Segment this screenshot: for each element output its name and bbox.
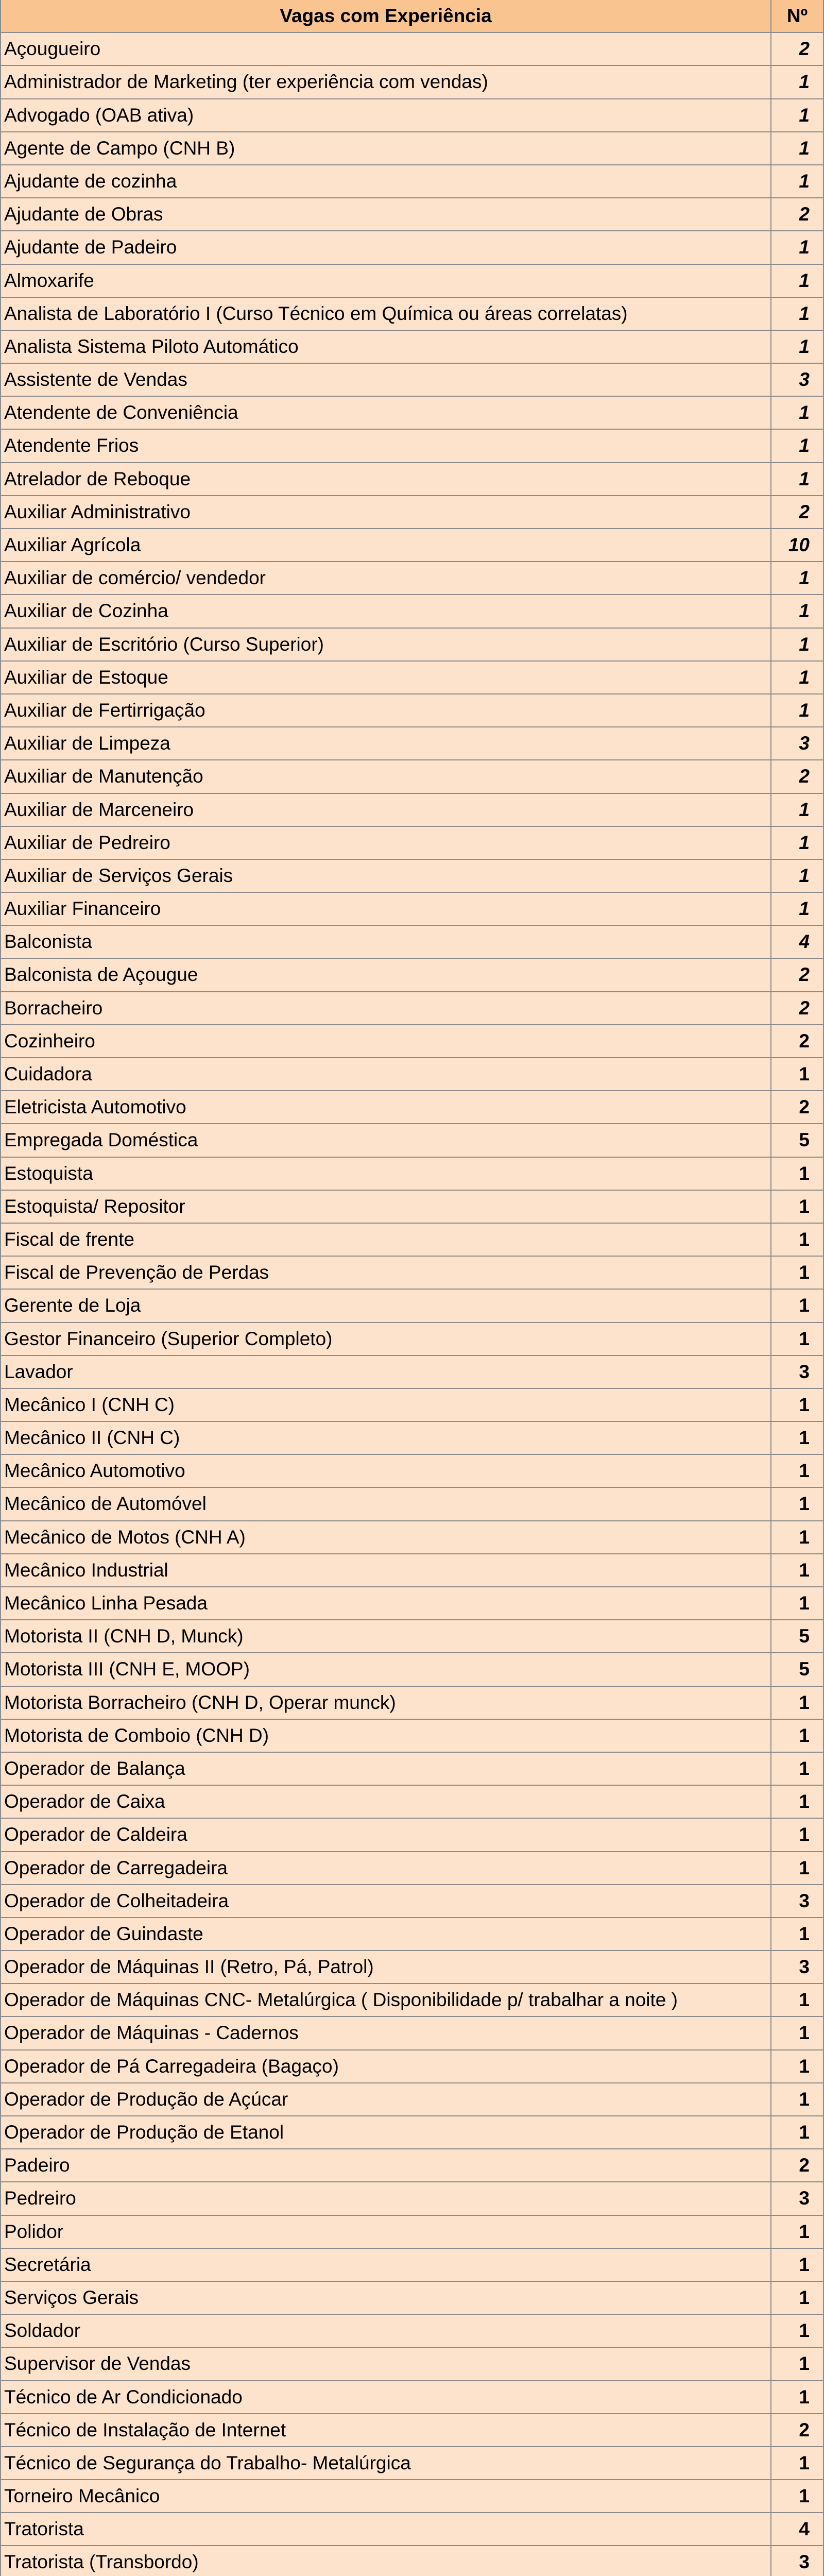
vacancy-row (0, 463, 824, 496)
vacancy-quantity: 1 (799, 832, 810, 853)
vacancy-row (0, 1356, 824, 1389)
vacancy-row (0, 1025, 824, 1058)
vacancy-quantity: 1 (799, 1228, 810, 1250)
vacancy-quantity: 2 (799, 997, 810, 1019)
vacancy-name: Operador de Máquinas CNC- Metalúrgica ( Disponibilidade p/ trabalhar a noite ) (1, 1984, 771, 2016)
vacancy-row (0, 265, 824, 298)
vacancy-quantity: 3 (799, 1361, 810, 1382)
vacancy-name: Auxiliar de Pedreiro (1, 827, 771, 859)
vacancy-name: Tratorista (1, 2513, 771, 2545)
vacancy-name: Atendente Frios (1, 430, 771, 462)
vacancy-quantity: 1 (799, 1824, 810, 1845)
vacancy-name: Eletricista Automotivo (1, 1091, 771, 1123)
vacancy-name: Balconista (1, 926, 771, 958)
section-title: Vagas com Experiência (1, 0, 771, 32)
vacancy-name: Padeiro (1, 2149, 771, 2181)
vacancy-quantity: 5 (799, 1129, 810, 1151)
vacancy-name: Empregada Doméstica (1, 1124, 771, 1156)
vacancy-name: Operador de Máquinas - Cadernos (1, 2017, 771, 2049)
vacancy-quantity: 1 (799, 1592, 810, 1614)
vacancy-row (0, 198, 824, 231)
vacancy-row (0, 496, 824, 529)
vacancy-name: Atrelador de Reboque (1, 463, 771, 495)
vacancy-row (0, 331, 824, 364)
vacancy-row (0, 2447, 824, 2480)
vacancy-row (0, 794, 824, 827)
vacancy-quantity: 1 (799, 1691, 810, 1713)
vacancy-row (0, 165, 824, 198)
vacancy-row (0, 2315, 824, 2348)
vacancy-quantity: 2 (799, 1030, 810, 1052)
vacancy-name: Cuidadora (1, 1058, 771, 1090)
vacancy-quantity: 1 (799, 2320, 810, 2342)
vacancy-row (0, 1257, 824, 1290)
vacancy-quantity: 3 (799, 733, 810, 754)
vacancy-quantity: 1 (799, 2253, 810, 2275)
vacancy-row (0, 827, 824, 860)
vacancy-row (0, 1455, 824, 1488)
vacancy-name: Cozinheiro (1, 1025, 771, 1057)
vacancy-quantity: 1 (799, 1063, 810, 1084)
vacancy-quantity: 1 (799, 1923, 810, 1944)
vacancy-quantity: 1 (799, 71, 810, 93)
vacancy-name: Torneiro Mecânico (1, 2480, 771, 2512)
vacancy-quantity: 4 (799, 2518, 810, 2540)
vacancy-name: Fiscal de frente (1, 1224, 771, 1256)
vacancy-quantity: 1 (799, 402, 810, 423)
vacancy-quantity: 2 (799, 38, 810, 60)
vacancy-quantity: 1 (799, 2088, 810, 2110)
vacancy-row (0, 397, 824, 430)
vacancy-row (0, 1158, 824, 1191)
vacancy-row (0, 1091, 824, 1124)
vacancy-quantity: 1 (799, 2221, 810, 2242)
vacancy-quantity: 1 (799, 567, 810, 589)
vacancy-quantity: 1 (799, 1460, 810, 1482)
vacancy-quantity: 1 (799, 2286, 810, 2308)
vacancy-name: Fiscal de Prevenção de Perdas (1, 1257, 771, 1289)
vacancy-row (0, 1587, 824, 1620)
vacancy-quantity: 1 (799, 2452, 810, 2473)
vacancy-quantity: 1 (799, 865, 810, 886)
vacancy-row (0, 529, 824, 562)
vacancy-quantity: 1 (799, 269, 810, 291)
vacancy-quantity: 2 (799, 2419, 810, 2441)
vacancy-quantity: 3 (799, 1956, 810, 1978)
vacancy-name: Auxiliar Agrícola (1, 529, 771, 561)
vacancy-row (0, 430, 824, 463)
vacancy-name: Operador de Produção de Açúcar (1, 2083, 771, 2115)
vacancy-quantity: 1 (799, 1724, 810, 1746)
vacancy-row (0, 1753, 824, 1786)
vacancy-row (0, 629, 824, 662)
vacancy-row (0, 2546, 824, 2576)
vacancy-row (0, 1554, 824, 1587)
vacancy-name: Auxiliar Financeiro (1, 893, 771, 925)
vacancy-quantity: 1 (799, 1295, 810, 1316)
vacancy-quantity: 2 (799, 964, 810, 986)
vacancy-quantity: 1 (799, 236, 810, 258)
vacancy-row (0, 2116, 824, 2149)
vacancy-quantity: 1 (799, 1791, 810, 1812)
vacancy-name: Pedreiro (1, 2182, 771, 2214)
vacancy-row (0, 1819, 824, 1852)
vacancy-quantity: 4 (799, 931, 810, 953)
vacancy-name: Auxiliar de comércio/ vendedor (1, 562, 771, 594)
vacancy-row (0, 694, 824, 727)
vacancy-row (0, 959, 824, 992)
vacancy-quantity: 1 (799, 666, 810, 688)
vacancy-quantity: 2 (799, 501, 810, 522)
vacancy-name: Auxiliar de Fertirrigação (1, 694, 771, 726)
vacancy-quantity: 1 (799, 1262, 810, 1283)
vacancy-row (0, 33, 824, 66)
vacancy-quantity: 1 (799, 435, 810, 456)
vacancy-quantity: 1 (799, 600, 810, 622)
vacancy-row (0, 2149, 824, 2182)
vacancy-name: Operador de Balança (1, 1753, 771, 1785)
vacancy-name: Serviços Gerais (1, 2282, 771, 2314)
vacancy-name: Assistente de Vendas (1, 364, 771, 396)
vacancy-name: Estoquista/ Repositor (1, 1191, 771, 1223)
vacancy-quantity: 2 (799, 2155, 810, 2176)
vacancy-quantity: 1 (799, 1757, 810, 1779)
vacancy-name: Técnico de Ar Condicionado (1, 2381, 771, 2413)
vacancy-row (0, 926, 824, 959)
vacancy-name: Estoquista (1, 1158, 771, 1190)
vacancy-quantity: 1 (799, 1427, 810, 1449)
vacancy-row (0, 2381, 824, 2414)
vacancy-row (0, 231, 824, 264)
vacancy-name: Soldador (1, 2315, 771, 2347)
vacancy-quantity: 5 (799, 1625, 810, 1647)
vacancy-row (0, 1885, 824, 1918)
vacancy-quantity: 1 (799, 1526, 810, 1548)
vacancy-name: Mecânico de Motos (CNH A) (1, 1521, 771, 1553)
section-header-com-experiencia (0, 0, 824, 33)
vacancy-name: Secretária (1, 2249, 771, 2281)
vacancy-row (0, 1224, 824, 1257)
vacancy-row (0, 562, 824, 595)
vacancy-quantity: 3 (799, 2551, 810, 2573)
vacancy-quantity: 1 (799, 699, 810, 721)
vacancy-quantity: 1 (799, 335, 810, 357)
vacancy-quantity: 10 (788, 534, 810, 555)
vacancy-name: Administrador de Marketing (ter experiência com vendas) (1, 66, 771, 98)
vacancy-quantity: 1 (799, 2022, 810, 2044)
vacancy-quantity: 1 (799, 1857, 810, 1878)
vacancy-quantity: 1 (799, 1493, 810, 1515)
vacancy-name: Lavador (1, 1356, 771, 1388)
vacancy-name: Auxiliar de Limpeza (1, 727, 771, 759)
vacancy-name: Motorista III (CNH E, MOOP) (1, 1653, 771, 1685)
vacancy-quantity: 3 (799, 1890, 810, 1911)
vacancy-name: Borracheiro (1, 992, 771, 1024)
vacancy-name: Gestor Financeiro (Superior Completo) (1, 1323, 771, 1355)
vacancy-row (0, 1422, 824, 1455)
vacancy-row (0, 1191, 824, 1224)
vacancy-name: Agente de Campo (CNH B) (1, 132, 771, 164)
vacancy-name: Operador de Pá Carregadeira (Bagaço) (1, 2050, 771, 2082)
vacancy-name: Ajudante de Obras (1, 198, 771, 230)
vacancy-quantity: 1 (799, 104, 810, 126)
vacancy-row (0, 2050, 824, 2083)
vacancy-quantity: 3 (799, 2188, 810, 2209)
vacancy-row (0, 2249, 824, 2282)
vacancy-name: Mecânico Automotivo (1, 1455, 771, 1487)
vacancy-name: Mecânico I (CNH C) (1, 1389, 771, 1421)
vacancy-name: Operador de Máquinas II (Retro, Pá, Patrol) (1, 1951, 771, 1983)
vacancy-row (0, 2480, 824, 2513)
vacancy-quantity: 1 (799, 302, 810, 324)
vacancy-row (0, 1918, 824, 1951)
vacancy-quantity: 3 (799, 369, 810, 391)
vacancy-name: Ajudante de Padeiro (1, 231, 771, 263)
vacancy-name: Almoxarife (1, 265, 771, 297)
vacancy-quantity: 1 (799, 1328, 810, 1349)
vacancy-name: Operador de Caldeira (1, 1819, 771, 1851)
vacancy-row (0, 1488, 824, 1521)
vacancy-quantity: 1 (799, 2485, 810, 2507)
vacancy-row (0, 1323, 824, 1356)
vacancy-name: Auxiliar de Escritório (Curso Superior) (1, 629, 771, 660)
vacancy-row (0, 2414, 824, 2447)
vacancy-quantity: 1 (799, 799, 810, 820)
vacancy-row (0, 2182, 824, 2215)
vacancy-name: Advogado (OAB ativa) (1, 99, 771, 131)
vacancy-quantity: 1 (799, 1195, 810, 1217)
vacancy-name: Analista de Laboratório I (Curso Técnico em Química ou áreas correlatas) (1, 298, 771, 330)
count-header: Nº (786, 5, 808, 26)
vacancy-quantity: 1 (799, 1559, 810, 1581)
vacancy-name: Mecânico de Automóvel (1, 1488, 771, 1520)
vacancy-row (0, 2282, 824, 2315)
vacancy-name: Supervisor de Vendas (1, 2348, 771, 2380)
vacancy-row (0, 1620, 824, 1653)
vacancy-row (0, 1389, 824, 1422)
vacancy-quantity: 1 (799, 633, 810, 655)
vacancy-row (0, 1786, 824, 1819)
vacancy-row (0, 662, 824, 694)
vacancy-row (0, 2216, 824, 2249)
vacancy-quantity: 1 (799, 468, 810, 489)
vacancy-quantity: 1 (799, 2386, 810, 2408)
vacancy-row (0, 760, 824, 793)
vacancy-name: Ajudante de cozinha (1, 165, 771, 197)
vacancy-quantity: 1 (799, 2055, 810, 2077)
vacancy-name: Auxiliar de Cozinha (1, 595, 771, 627)
vacancy-name: Operador de Caixa (1, 1786, 771, 1818)
vacancy-quantity: 1 (799, 2122, 810, 2143)
vacancy-quantity: 1 (799, 2353, 810, 2375)
vacancy-quantity: 1 (799, 1394, 810, 1415)
vacancy-row (0, 364, 824, 397)
vacancy-name: Operador de Guindaste (1, 1918, 771, 1950)
vacancy-name: Mecânico Industrial (1, 1554, 771, 1586)
vacancy-name: Mecânico Linha Pesada (1, 1587, 771, 1619)
vacancy-row (0, 132, 824, 165)
vacancy-row (0, 1720, 824, 1753)
vacancy-name: Operador de Colheitadeira (1, 1885, 771, 1917)
vacancy-row (0, 860, 824, 893)
vacancy-quantity: 1 (799, 1989, 810, 2011)
vacancy-row (0, 893, 824, 926)
vacancy-name: Auxiliar de Marceneiro (1, 794, 771, 826)
vacancy-row (0, 1521, 824, 1554)
vacancy-row (0, 1124, 824, 1157)
vacancy-name: Auxiliar Administrativo (1, 496, 771, 528)
vacancy-quantity: 5 (799, 1658, 810, 1680)
vacancy-quantity: 2 (799, 766, 810, 787)
vacancy-quantity: 2 (799, 204, 810, 225)
vacancy-name: Auxiliar de Manutenção (1, 760, 771, 792)
vacancy-row (0, 1290, 824, 1323)
vacancy-name: Gerente de Loja (1, 1290, 771, 1321)
vacancy-name: Auxiliar de Serviços Gerais (1, 860, 771, 892)
vacancy-row (0, 1653, 824, 1686)
vacancy-name: Operador de Carregadeira (1, 1852, 771, 1884)
vacancy-name: Técnico de Segurança do Trabalho- Metalúrgica (1, 2447, 771, 2479)
vacancy-row (0, 595, 824, 628)
vacancy-row (0, 2513, 824, 2546)
vacancy-name: Motorista de Comboio (CNH D) (1, 1720, 771, 1752)
vacancy-name: Balconista de Açougue (1, 959, 771, 991)
vacancy-name: Mecânico II (CNH C) (1, 1422, 771, 1454)
vacancy-name: Tratorista (Transbordo) (1, 2546, 771, 2576)
vacancy-row (0, 298, 824, 331)
vacancy-row (0, 1951, 824, 1984)
vacancy-name: Polidor (1, 2216, 771, 2248)
vacancy-name: Operador de Produção de Etanol (1, 2116, 771, 2148)
vacancy-name: Atendente de Conveniência (1, 397, 771, 429)
vacancy-row (0, 2348, 824, 2381)
vacancy-row (0, 66, 824, 99)
vacancy-row (0, 1058, 824, 1091)
vacancy-row (0, 727, 824, 760)
vacancy-row (0, 1687, 824, 1720)
vacancy-quantity: 1 (799, 1162, 810, 1184)
vacancy-name: Técnico de Instalação de Internet (1, 2414, 771, 2446)
vacancy-name: Açougueiro (1, 33, 771, 65)
vacancy-name: Analista Sistema Piloto Automático (1, 331, 771, 363)
vacancy-name: Motorista II (CNH D, Munck) (1, 1620, 771, 1652)
vacancy-quantity: 1 (799, 898, 810, 920)
vacancy-name: Motorista Borracheiro (CNH D, Operar munck) (1, 1687, 771, 1719)
vacancy-quantity: 1 (799, 170, 810, 192)
vacancy-row (0, 1852, 824, 1885)
vacancy-name: Auxiliar de Estoque (1, 662, 771, 693)
vacancy-quantity: 1 (799, 137, 810, 159)
vacancy-row (0, 992, 824, 1025)
vacancy-row (0, 1984, 824, 2017)
vacancy-row (0, 99, 824, 132)
vacancy-row (0, 2017, 824, 2050)
vacancy-quantity: 2 (799, 1096, 810, 1118)
vacancy-row (0, 2083, 824, 2116)
